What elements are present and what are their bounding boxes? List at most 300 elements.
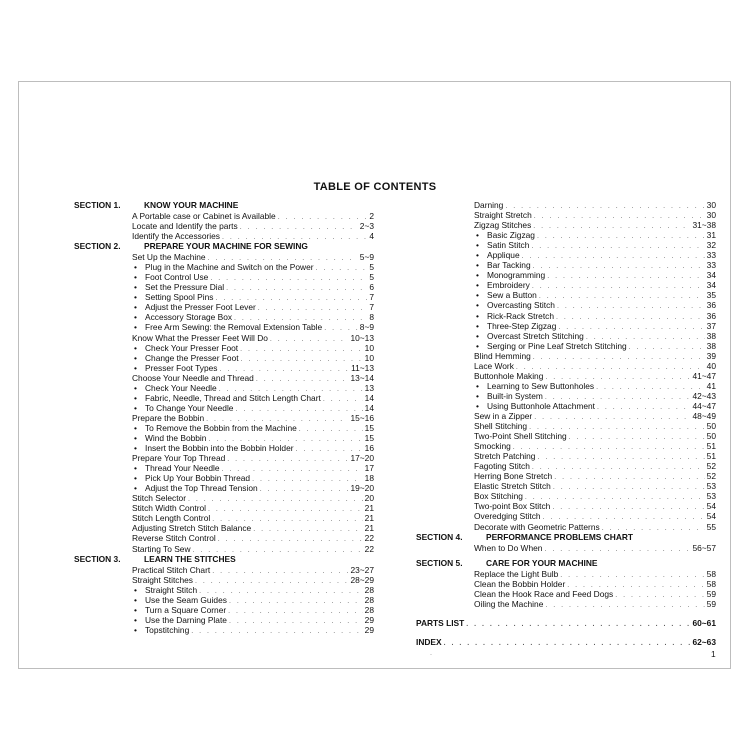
- entry-label: Replace the Light Bulb: [474, 568, 559, 579]
- entry-page: 51: [706, 451, 716, 462]
- entry-label: Set Up the Machine: [132, 252, 206, 263]
- entry-label: Starting To Sew: [132, 543, 191, 554]
- toc-subentry[interactable]: [474, 391, 716, 401]
- entry-label: Decorate with Geometric Patterns: [474, 521, 600, 532]
- toc-entry[interactable]: [474, 589, 716, 599]
- entry-label: Blind Hemming: [474, 350, 531, 361]
- entry-page: 22: [364, 533, 374, 544]
- section-number: SECTION 5.: [416, 557, 463, 568]
- entry-label: Stitch Selector: [132, 493, 186, 504]
- toc-main-entry[interactable]: [416, 637, 716, 647]
- entry-label: Herring Bone Stretch: [474, 471, 553, 482]
- dot-leader: [534, 212, 705, 222]
- entry-label: Stitch Length Control: [132, 513, 211, 524]
- section-title: PERFORMANCE PROBLEMS CHART: [486, 531, 634, 542]
- entry-label: Straight Stretch: [474, 210, 532, 221]
- dot-leader: [229, 597, 363, 607]
- toc-entry[interactable]: [474, 481, 716, 491]
- toc-entry[interactable]: [474, 411, 716, 421]
- dot-leader: [444, 639, 691, 649]
- dot-leader: [260, 485, 349, 495]
- dot-leader: [569, 433, 705, 443]
- dot-leader: [534, 413, 690, 423]
- entry-page: 5: [369, 272, 374, 283]
- entry-label: • Insert the Bobbin into the Bobbin Holder: [132, 443, 294, 453]
- toc-subentry[interactable]: [132, 403, 374, 413]
- entry-label: • Use the Darning Plate: [132, 615, 227, 625]
- toc-entry[interactable]: [474, 599, 716, 609]
- dot-leader: [537, 232, 705, 242]
- entry-label: A Portable case or Cabinet is Available: [132, 211, 276, 221]
- entry-page: 30: [706, 200, 716, 210]
- entry-page: 21: [364, 513, 374, 524]
- entry-label: • Change the Presser Foot: [132, 353, 239, 363]
- dot-leader: [532, 463, 705, 473]
- dot-leader: [256, 375, 349, 385]
- entry-label: Stretch Patching: [474, 451, 536, 462]
- toc-entry[interactable]: [132, 565, 374, 575]
- entry-page: 14: [364, 392, 374, 403]
- section-title: PREPARE YOUR MACHINE FOR SEWING: [144, 241, 308, 252]
- entry-label: • Adjust the Presser Foot Lever: [132, 302, 256, 312]
- dot-leader: [191, 627, 362, 637]
- toc-subentry[interactable]: [132, 595, 374, 605]
- dot-leader: [522, 252, 705, 262]
- dot-leader: [545, 601, 704, 611]
- entry-label: Clean the Bobbin Holder: [474, 578, 566, 589]
- entry-page: 33: [706, 260, 716, 271]
- entry-page: 29: [364, 614, 374, 625]
- entry-label: • Monogramming: [474, 270, 545, 280]
- entry-label: Sew in a Zipper: [474, 410, 533, 421]
- toc-entry[interactable]: [132, 544, 374, 554]
- toc-subentry[interactable]: [132, 363, 374, 373]
- entry-page: 44~47: [692, 400, 716, 411]
- toc-subentry[interactable]: [474, 341, 716, 351]
- entry-page: 54: [706, 511, 716, 522]
- entry-label: • Satin Stitch: [474, 240, 529, 250]
- entry-label: • Topstitching: [132, 625, 189, 635]
- dot-leader: [556, 313, 705, 323]
- entry-label: • To Remove the Bobbin from the Machine: [132, 423, 297, 433]
- section-number: SECTION 4.: [416, 531, 463, 542]
- entry-label: • Embroidery: [474, 280, 530, 290]
- toc-entry[interactable]: [474, 431, 716, 441]
- entry-page: 28: [364, 604, 374, 615]
- dot-leader: [560, 571, 704, 581]
- toc-subentry[interactable]: [132, 625, 374, 635]
- toc-subentry[interactable]: [474, 250, 716, 260]
- toc-subentry[interactable]: [474, 311, 716, 321]
- toc-subentry[interactable]: [474, 260, 716, 270]
- dot-leader: [531, 242, 704, 252]
- toc-subentry[interactable]: [132, 343, 374, 353]
- entry-label: • Serging or Pine Leaf Stretch Stitching: [474, 341, 627, 351]
- toc-entry[interactable]: [132, 413, 374, 423]
- entry-page: 31~38: [692, 220, 716, 231]
- entry-label: • Use the Seam Guides: [132, 595, 227, 605]
- entry-page: 13~14: [350, 372, 374, 383]
- entry-label: Buttonhole Making: [474, 370, 544, 381]
- dot-leader: [557, 302, 705, 312]
- dot-leader: [554, 473, 704, 483]
- entry-label: Shell Stitching: [474, 421, 528, 432]
- entry-page: 59: [706, 588, 716, 599]
- entry-label: • Bar Tacking: [474, 260, 531, 270]
- entry-label: • Plug in the Machine and Switch on the Power: [132, 262, 314, 272]
- entry-page: 53: [706, 491, 716, 502]
- entry-label: • Applique: [474, 250, 520, 260]
- dot-leader: [240, 345, 363, 355]
- dot-leader: [596, 383, 705, 393]
- toc-entry[interactable]: [474, 522, 716, 532]
- dot-leader: [539, 292, 705, 302]
- toc-entry[interactable]: [132, 252, 374, 262]
- dot-leader: [226, 284, 367, 294]
- entry-page: 28: [364, 584, 374, 595]
- entry-page: 14: [364, 402, 374, 413]
- entry-page: 31: [706, 230, 716, 241]
- entry-label: • Using Buttonhole Attachment: [474, 401, 595, 411]
- dot-leader: [316, 264, 368, 274]
- entry-page: 52: [706, 471, 716, 482]
- entry-label: Smocking: [474, 441, 511, 452]
- entry-label: • Check Your Presser Foot: [132, 343, 238, 353]
- section-number: SECTION 1.: [74, 200, 121, 210]
- entry-page: 16: [364, 443, 374, 454]
- toc-subentry[interactable]: [132, 292, 374, 302]
- dot-leader: [227, 455, 348, 465]
- entry-label: Choose Your Needle and Thread: [132, 372, 254, 383]
- entry-page: 20: [364, 493, 374, 504]
- entry-page: 39: [706, 350, 716, 361]
- dot-leader: [629, 343, 705, 353]
- entry-page: 28: [364, 594, 374, 605]
- dot-leader: [299, 425, 363, 435]
- toc-entry[interactable]: [474, 421, 716, 431]
- toc-entry[interactable]: [474, 511, 716, 521]
- entry-label: Prepare the Bobbin: [132, 412, 205, 423]
- toc-subentry[interactable]: [132, 383, 374, 393]
- entry-page: 33: [706, 250, 716, 261]
- toc-subentry[interactable]: [132, 585, 374, 595]
- dot-leader: [516, 363, 705, 373]
- dot-leader: [241, 355, 363, 365]
- toc-entry[interactable]: [474, 441, 716, 451]
- entry-label: Box Stitching: [474, 491, 523, 502]
- toc-subentry[interactable]: [474, 321, 716, 331]
- toc-entry[interactable]: [132, 493, 374, 503]
- dot-leader: [532, 282, 705, 292]
- toc-subentry[interactable]: [132, 615, 374, 625]
- page-title: TABLE OF CONTENTS: [313, 181, 437, 193]
- entry-page: 51: [706, 441, 716, 452]
- toc-entry[interactable]: [132, 533, 374, 543]
- entry-page: 50: [706, 431, 716, 442]
- toc-entry[interactable]: [474, 471, 716, 481]
- entry-label: When to Do When: [474, 542, 543, 553]
- entry-page: 18: [364, 473, 374, 484]
- entry-label: Adjusting Stretch Stitch Balance: [132, 523, 252, 534]
- entry-page: 2~3: [359, 221, 374, 232]
- stray-mark: ·: [430, 652, 432, 658]
- entry-label: • Foot Control Use: [132, 272, 208, 282]
- entry-page: 5~9: [359, 252, 374, 263]
- entry-page: 62~63: [692, 636, 716, 647]
- entry-label: • Sew a Button: [474, 290, 537, 300]
- dot-leader: [218, 535, 363, 545]
- toc-entry[interactable]: [474, 451, 716, 461]
- dot-leader: [533, 353, 705, 363]
- entry-label: Straight Stitches: [132, 574, 193, 585]
- entry-page: 55: [706, 521, 716, 532]
- entry-label: Elastic Stretch Stitch: [474, 481, 551, 492]
- toc-entry[interactable]: [132, 333, 374, 343]
- toc-entry[interactable]: [474, 543, 716, 553]
- entry-page: 56~57: [692, 542, 716, 553]
- dot-leader: [270, 335, 349, 345]
- toc-left-column: [74, 200, 374, 635]
- section-heading: [74, 200, 374, 211]
- toc-subentry[interactable]: [474, 290, 716, 300]
- toc-subentry[interactable]: [132, 473, 374, 483]
- toc-subentry[interactable]: [132, 483, 374, 493]
- dot-leader: [513, 443, 705, 453]
- entry-label: Darning: [474, 200, 504, 210]
- entry-page: 37: [706, 320, 716, 331]
- toc-entry[interactable]: [132, 373, 374, 383]
- entry-label: • Free Arm Sewing: the Removal Extension Table: [132, 322, 322, 332]
- toc-entry[interactable]: [474, 461, 716, 471]
- entry-label: • Pick Up Your Bobbin Thread: [132, 473, 250, 483]
- toc-subentry[interactable]: [132, 322, 374, 332]
- entry-label: Locate and Identify the parts: [132, 221, 238, 232]
- entry-label: • Learning to Sew Buttonholes: [474, 381, 594, 391]
- dot-leader: [258, 304, 368, 314]
- entry-page: 15~16: [350, 412, 374, 423]
- section-number: SECTION 3.: [74, 553, 121, 564]
- entry-label: Two-point Box Stitch: [474, 501, 551, 512]
- toc-subentry[interactable]: [474, 280, 716, 290]
- entry-page: 38: [706, 330, 716, 341]
- entry-label: Two-Point Shell Stitching: [474, 431, 567, 442]
- entry-page: 10: [364, 342, 374, 353]
- toc-entry[interactable]: [474, 200, 716, 210]
- toc-subentry[interactable]: [132, 433, 374, 443]
- toc-subentry[interactable]: [474, 331, 716, 341]
- dot-leader: [212, 567, 348, 577]
- entry-label: Identify the Accessories: [132, 231, 220, 242]
- entry-label: Zigzag Stitches: [474, 220, 532, 231]
- toc-subentry[interactable]: [132, 272, 374, 282]
- toc-entry[interactable]: [132, 503, 374, 513]
- entry-label: • Turn a Square Corner: [132, 605, 226, 615]
- toc-entry[interactable]: [132, 575, 374, 585]
- dot-leader: [552, 503, 704, 513]
- dot-leader: [228, 607, 363, 617]
- entry-page: 8~9: [359, 322, 374, 333]
- entry-label: • Wind the Bobbin: [132, 433, 206, 443]
- entry-label: INDEX: [416, 636, 442, 647]
- entry-label: • Basic Zigzag: [474, 230, 535, 240]
- dot-leader: [615, 591, 704, 601]
- entry-label: • Check Your Needle: [132, 383, 217, 393]
- dot-leader: [547, 272, 704, 282]
- dot-leader: [252, 475, 363, 485]
- toc-entry[interactable]: [474, 501, 716, 511]
- entry-label: • Adjust the Top Thread Tension: [132, 483, 258, 493]
- toc-subentry[interactable]: [474, 230, 716, 240]
- dot-leader: [553, 483, 705, 493]
- entry-page: 36: [706, 310, 716, 321]
- entry-page: 2: [369, 211, 374, 221]
- toc-entry[interactable]: [474, 220, 716, 230]
- dot-leader: [278, 213, 368, 223]
- toc-subentry[interactable]: [132, 393, 374, 403]
- section-title: LEARN THE STITCHES: [144, 553, 236, 564]
- entry-page: 22: [364, 543, 374, 554]
- entry-label: • Fabric, Needle, Thread and Stitch Length Chart: [132, 393, 321, 403]
- dot-leader: [533, 222, 690, 232]
- entry-page: 21: [364, 523, 374, 534]
- toc-entry[interactable]: [132, 513, 374, 523]
- toc-entry[interactable]: [132, 523, 374, 533]
- toc-entry[interactable]: [132, 453, 374, 463]
- toc-subentry[interactable]: [132, 463, 374, 473]
- toc-subentry[interactable]: [474, 270, 716, 280]
- entry-page: 29: [364, 624, 374, 635]
- toc-entry[interactable]: [474, 491, 716, 501]
- toc-entry[interactable]: [474, 371, 716, 381]
- entry-page: 35: [706, 290, 716, 301]
- entry-label: Prepare Your Top Thread: [132, 453, 226, 464]
- entry-page: 15: [364, 422, 374, 433]
- entry-page: 6: [369, 282, 374, 293]
- section-heading: [416, 558, 716, 569]
- entry-page: 10: [364, 352, 374, 363]
- section-heading: [74, 241, 374, 252]
- toc-entry[interactable]: [474, 361, 716, 371]
- section-heading: [74, 554, 374, 565]
- entry-label: • Three-Step Zigzag: [474, 321, 556, 331]
- dot-leader: [525, 493, 705, 503]
- toc-entry[interactable]: [132, 221, 374, 231]
- dot-leader: [208, 505, 363, 515]
- section-heading: [416, 532, 716, 543]
- toc-entry[interactable]: [132, 211, 374, 221]
- toc-subentry[interactable]: [132, 423, 374, 433]
- section-number: SECTION 2.: [74, 241, 121, 252]
- entry-page: 58: [706, 578, 716, 589]
- toc-subentry[interactable]: [132, 443, 374, 453]
- dot-leader: [210, 274, 367, 284]
- entry-label: • Presser Foot Types: [132, 363, 217, 373]
- dot-leader: [597, 403, 690, 413]
- toc-main-entry[interactable]: [416, 618, 716, 628]
- entry-label: • Thread Your Needle: [132, 463, 220, 473]
- entry-page: 48~49: [692, 410, 716, 421]
- entry-page: 41~47: [692, 370, 716, 381]
- dot-leader: [235, 405, 362, 415]
- entry-label: Oiling the Machine: [474, 598, 544, 609]
- toc-entry[interactable]: [474, 569, 716, 579]
- entry-page: 28~29: [350, 574, 374, 585]
- dot-leader: [229, 617, 363, 627]
- entry-label: • Rick-Rack Stretch: [474, 311, 554, 321]
- entry-page: 52: [706, 461, 716, 472]
- entry-page: 50: [706, 421, 716, 432]
- entry-label: Stitch Width Control: [132, 503, 207, 514]
- entry-label: • Overcasting Stitch: [474, 300, 555, 310]
- entry-label: Know What the Presser Feet Will Do: [132, 332, 268, 343]
- entry-page: 23~27: [350, 564, 374, 575]
- entry-page: 59: [706, 598, 716, 609]
- dot-leader: [466, 620, 690, 630]
- page-number: 1: [711, 649, 716, 659]
- entry-page: 21: [364, 503, 374, 514]
- toc-subentry[interactable]: [132, 605, 374, 615]
- entry-page: 40: [706, 360, 716, 371]
- dot-leader: [195, 577, 348, 587]
- entry-page: 19~20: [350, 483, 374, 494]
- entry-label: Clean the Hook Race and Feed Dogs: [474, 588, 614, 599]
- entry-label: • Built-in System: [474, 391, 543, 401]
- entry-label: Lace Work: [474, 360, 514, 371]
- entry-label: Overedging Stitch: [474, 511, 541, 522]
- toc-entry[interactable]: [474, 579, 716, 589]
- entry-page: 10~13: [350, 332, 374, 343]
- dot-leader: [505, 202, 704, 212]
- entry-page: 17: [364, 463, 374, 474]
- entry-page: 11~13: [351, 362, 374, 373]
- toc-subentry[interactable]: [474, 401, 716, 411]
- entry-page: 34: [706, 280, 716, 291]
- toc-subentry[interactable]: [474, 300, 716, 310]
- entry-label: • Set the Pressure Dial: [132, 282, 224, 292]
- entry-page: 32: [706, 240, 716, 251]
- toc-subentry[interactable]: [132, 312, 374, 322]
- toc-entry[interactable]: [132, 231, 374, 241]
- entry-page: 58: [706, 568, 716, 579]
- entry-page: 38: [706, 340, 716, 351]
- entry-page: 41: [706, 380, 716, 391]
- dot-leader: [253, 525, 362, 535]
- toc-entry[interactable]: [474, 351, 716, 361]
- entry-page: 5: [369, 262, 374, 273]
- toc-subentry[interactable]: [132, 262, 374, 272]
- toc-subentry[interactable]: [474, 240, 716, 250]
- toc-entry[interactable]: [474, 210, 716, 220]
- dot-leader: [544, 545, 690, 555]
- toc-right-column: [416, 200, 716, 647]
- dot-leader: [533, 262, 705, 272]
- dot-leader: [188, 495, 363, 505]
- entry-page: 15: [364, 432, 374, 443]
- toc-subentry[interactable]: [132, 302, 374, 312]
- entry-label: PARTS LIST: [416, 617, 465, 628]
- entry-page: 34: [706, 270, 716, 281]
- dot-leader: [537, 453, 704, 463]
- entry-label: • Accessory Storage Box: [132, 312, 232, 322]
- entry-label: • Straight Stitch: [132, 585, 197, 595]
- entry-page: 7: [369, 302, 374, 313]
- entry-label: Fagoting Stitch: [474, 461, 530, 472]
- toc-subentry[interactable]: [132, 282, 374, 292]
- entry-label: Practical Stitch Chart: [132, 564, 211, 575]
- entry-page: 30: [706, 210, 716, 221]
- toc-subentry[interactable]: [132, 353, 374, 363]
- entry-page: 8: [369, 312, 374, 323]
